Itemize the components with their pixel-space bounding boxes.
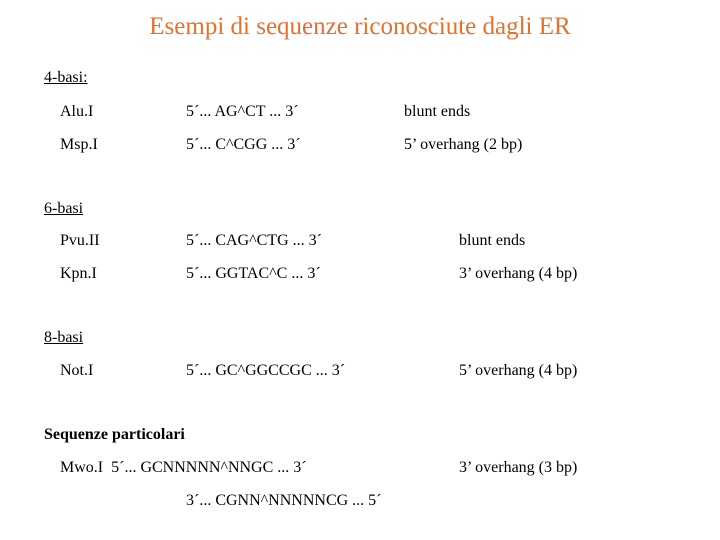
section-heading-4-basi: 4-basi: <box>44 69 88 86</box>
end-type: 5’ overhang (4 bp) <box>459 362 578 379</box>
end-type: blunt ends <box>404 103 471 120</box>
recognition-sequence: 5´... GC^GGCCGC ... 3´ <box>186 362 346 379</box>
section-heading-sequenze-particolari: Sequenze particolari <box>44 426 185 443</box>
mwo-enzyme-sequence: Mwo.I 5´... GCNNNNN^NNGC ... 3´ <box>60 459 307 476</box>
complement-sequence: 3´... CGNN^NNNNNCG ... 5´ <box>186 492 382 509</box>
recognition-sequence: 5´... GGTAC^C ... 3´ <box>186 265 321 282</box>
end-type: 3’ overhang (3 bp) <box>459 459 578 476</box>
recognition-sequence: 5´... C^CGG ... 3´ <box>186 136 301 153</box>
section-heading-8-basi: 8-basi <box>44 329 84 346</box>
end-type: 5’ overhang (2 bp) <box>404 136 523 153</box>
recognition-sequence: 5´... CAG^CTG ... 3´ <box>186 232 322 249</box>
enzyme-name: Not.I <box>60 362 94 379</box>
enzyme-name: Alu.I <box>60 103 94 120</box>
recognition-sequence: 5´... AG^CT ... 3´ <box>186 103 299 120</box>
enzyme-name: Kpn.I <box>60 265 97 282</box>
section-heading-6-basi: 6-basi <box>44 200 84 217</box>
end-type: blunt ends <box>459 232 526 249</box>
enzyme-name: Pvu.II <box>60 232 100 249</box>
page-title: Esempi di sequenze riconosciute dagli ER <box>149 13 571 40</box>
enzyme-name: Msp.I <box>60 136 98 153</box>
end-type: 3’ overhang (4 bp) <box>459 265 578 282</box>
